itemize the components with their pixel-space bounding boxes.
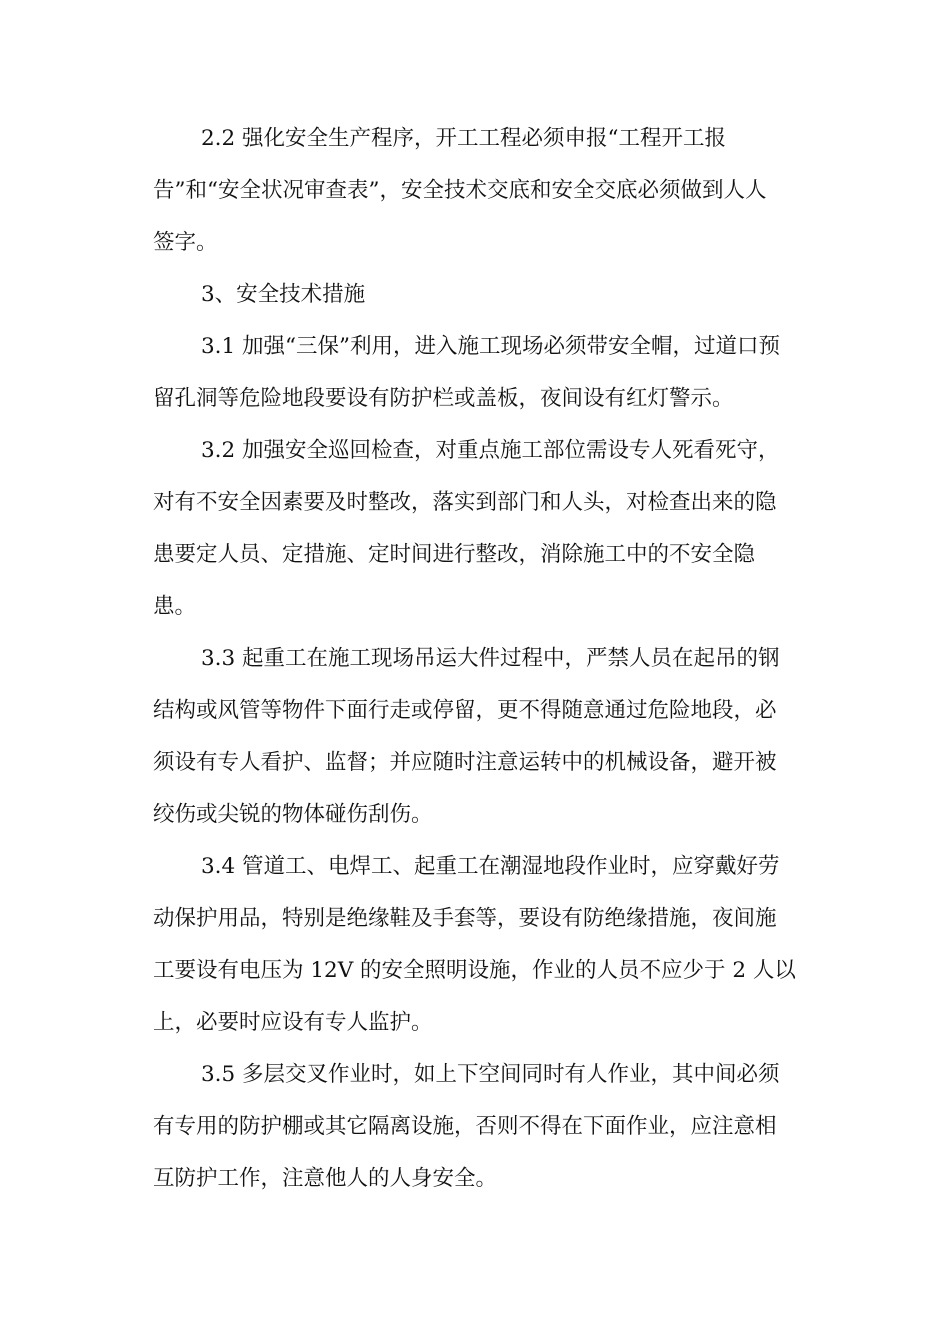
text-line: 3.3 起重工在施工现场吊运大件过程中，严禁人员在起吊的钢: [201, 646, 780, 671]
text-line: 3.1 加强“三保”利用，进入施工现场必须带安全帽，过道口预: [201, 334, 781, 359]
text-line: 结构或风管等物件下面行走或停留，更不得随意通过危险地段，必: [153, 698, 777, 723]
text-line: 工要设有电压为 12V 的安全照明设施，作业的人员不应少于 2 人以: [153, 958, 796, 983]
text-line: 对有不安全因素要及时整改，落实到部门和人头，对检查出来的隐: [153, 490, 777, 515]
document-body: [153, 113, 800, 1205]
text-line: 患。: [153, 594, 197, 619]
text-line: 互防护工作，注意他人的人身安全。: [153, 1166, 498, 1191]
text-line: 3.5 多层交叉作业时，如上下空间同时有人作业，其中间必须: [201, 1062, 780, 1087]
text-line: 留孔洞等危险地段要设有防护栏或盖板，夜间设有红灯警示。: [153, 386, 734, 411]
text-line: 签字。: [153, 230, 218, 255]
text-line: 上，必要时应设有专人监护。: [153, 1010, 433, 1035]
text-line: 须设有专人看护、监督；并应随时注意运转中的机械设备，避开被: [153, 750, 777, 775]
text-line: 3.4 管道工、电焊工、起重工在潮湿地段作业时，应穿戴好劳: [201, 854, 780, 879]
text-line: 告”和“安全状况审查表”，安全技术交底和安全交底必须做到人人: [153, 178, 767, 203]
text-line: 患要定人员、定措施、定时间进行整改，消除施工中的不安全隐: [153, 542, 756, 567]
text-line: 有专用的防护棚或其它隔离设施，否则不得在下面作业，应注意相: [153, 1114, 777, 1139]
text-line: 绞伤或尖锐的物体碰伤刮伤。: [153, 802, 433, 827]
text-line: 动保护用品，特别是绝缘鞋及手套等，要设有防绝缘措施，夜间施: [153, 906, 777, 931]
text-line: 3.2 加强安全巡回检查，对重点施工部位需设专人死看死守，: [201, 438, 780, 463]
text-line: 2.2 强化安全生产程序，开工工程必须申报“工程开工报: [201, 126, 727, 151]
section-heading: 3、安全技术措施: [201, 282, 366, 307]
